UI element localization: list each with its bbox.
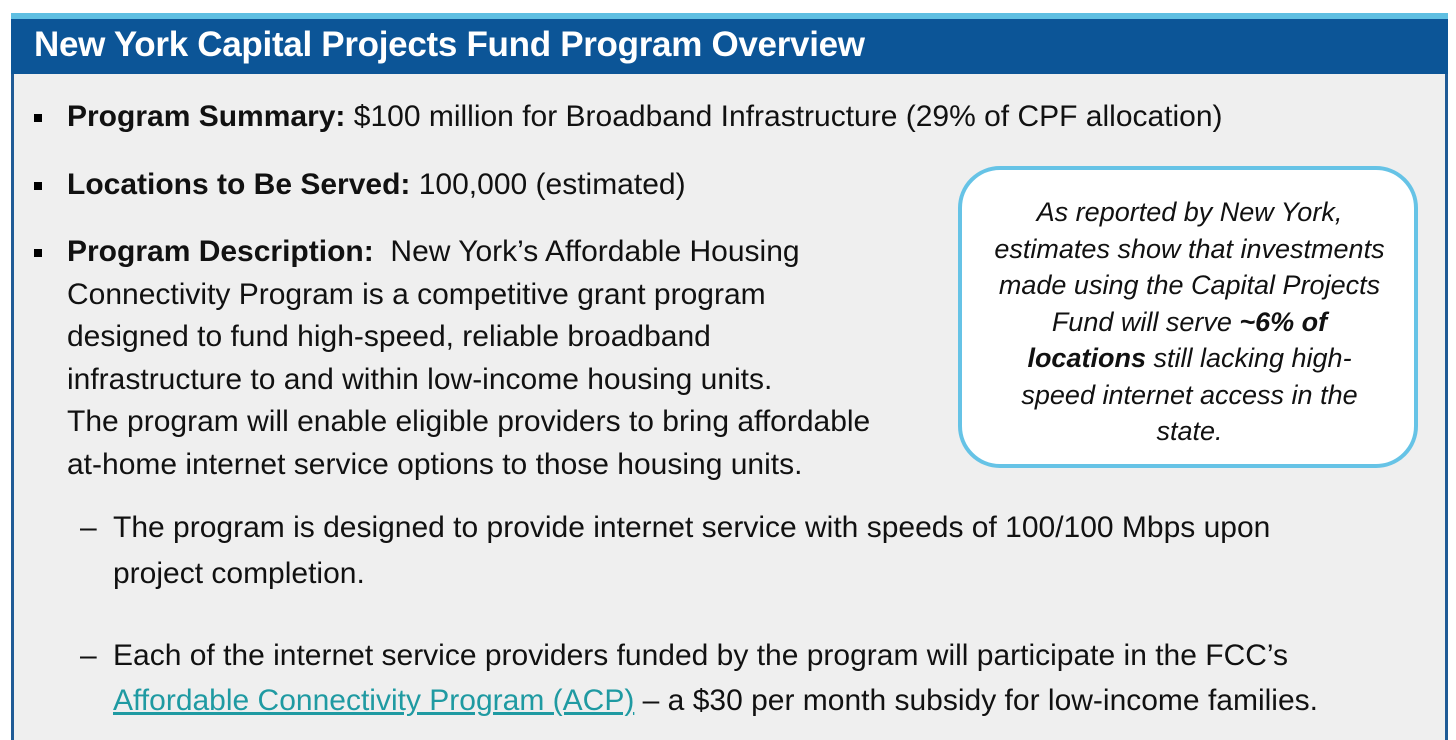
bullet-label: Program Description: [67, 235, 374, 268]
description-line: Connectivity Program is a competitive grant program [67, 278, 766, 311]
description-line: designed to fund high-speed, reliable broadband [67, 320, 711, 353]
bullet-text: 100,000 (estimated) [410, 168, 686, 201]
bullet-square-icon [34, 249, 42, 257]
description-line: infrastructure to and within low-income housing units. [67, 363, 773, 396]
bullet-label: Program Summary: [67, 100, 346, 133]
sub-bullet-line: The program is designed to provide internet service with speeds of 100/100 Mbps upon [113, 511, 1271, 544]
description-line: at-home internet service options to those housing units. [67, 448, 803, 481]
callout-highlight: ~6% of locations [1027, 306, 1328, 373]
bullet-text: $100 million for Broadband Infrastructure (29% of CPF allocation) [345, 100, 1223, 133]
sub-bullet-dash: – [80, 639, 97, 672]
sub-bullet-line: project completion. [113, 557, 365, 590]
bullet-text: New York’s Affordable Housing [373, 235, 800, 268]
bullet-square-icon [34, 182, 42, 190]
callout-post: still lacking high-speed internet access in the state. [1021, 343, 1358, 446]
bullet-square-icon [34, 114, 42, 122]
description-line: The program will enable eligible providers to bring affordable [67, 405, 871, 438]
bullet-label: Locations to Be Served: [67, 168, 411, 201]
sub-bullet-line: Each of the internet service providers funded by the program will participate in the FCC’s [113, 639, 1289, 672]
page-title: New York Capital Projects Fund Program Overview [34, 25, 865, 64]
sub-bullet-text: – a $30 per month subsidy for low-income families. [634, 684, 1318, 717]
acp-link[interactable]: Affordable Connectivity Program (ACP) [113, 684, 635, 717]
sub-bullet-dash: – [80, 511, 97, 544]
callout-pre: As reported by New York, estimates show that investments made using the Capital Projects Fund will serve [994, 197, 1385, 337]
bullet-program-description [67, 231, 800, 273]
bullet-program-summary [67, 96, 1223, 138]
callout-text [992, 194, 1387, 450]
bullet-locations [67, 164, 686, 206]
sub-bullet-line [113, 680, 1318, 722]
